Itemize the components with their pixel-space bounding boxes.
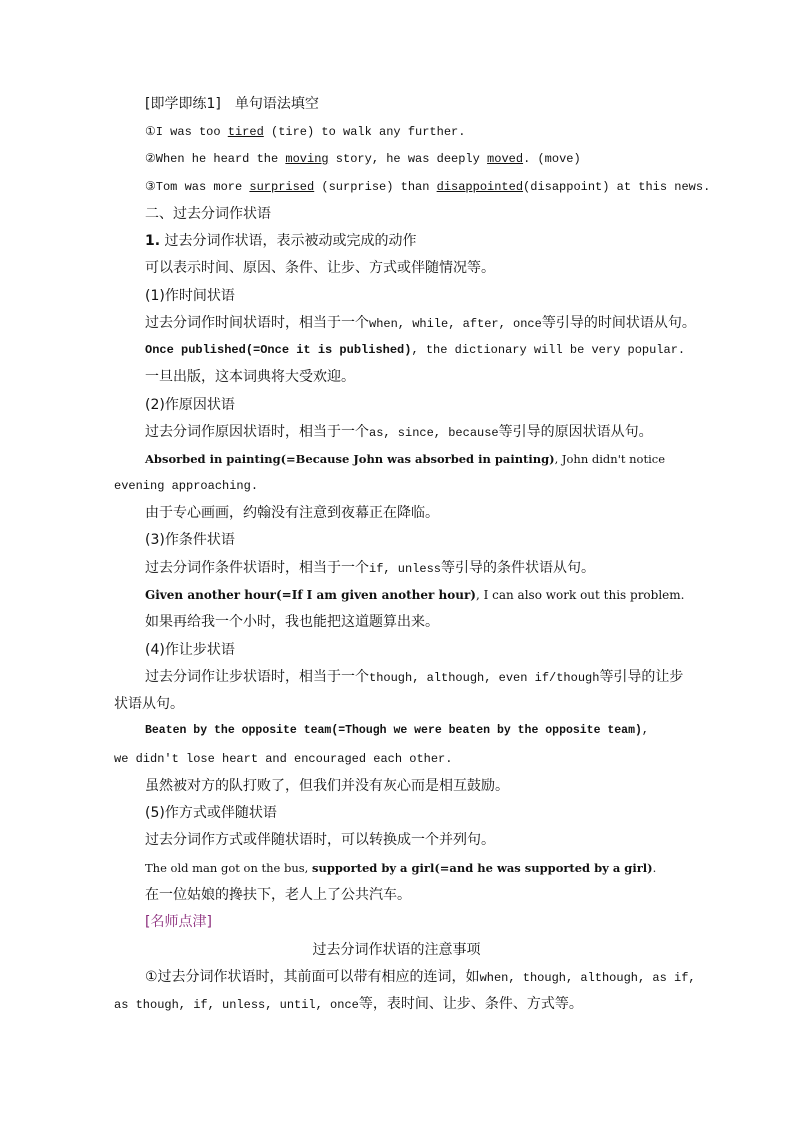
answer-blank: surprised	[249, 180, 315, 194]
exercise-item-2: ②When he heard the moving story, he was deeply moved. (move)	[145, 152, 581, 166]
rule-text-condition: 过去分词作条件状语时，相当于一个if, unless等引导的条件状语从句。	[145, 560, 596, 576]
example-sentence-condition: Given another hour(=If I am given another hour), I can also work out this problem.	[145, 588, 685, 602]
section-heading: 二、过去分词作状语	[145, 206, 271, 222]
teacher-note-paragraph-1-cont: as though, if, unless, until, once等，表时间、让步、条件、方式等。	[114, 996, 583, 1012]
rule-text-concession: 过去分词作让步状语时，相当于一个though, although, even if/though等引导的让步	[145, 669, 684, 685]
exercise-item-1: ①I was too tired (tire) to walk any further.	[145, 125, 466, 139]
intro-text: 可以表示时间、原因、条件、让步、方式或伴随情况等。	[145, 260, 495, 276]
example-sentence-concession-cont: we didn't lose heart and encouraged each other.	[114, 752, 453, 766]
exercise-title-text: 单句语法填空	[234, 96, 319, 112]
example-sentence-manner: The old man got on the bus, supported by a girl(=and he was supported by a girl).	[145, 861, 657, 875]
answer-blank: disappointed	[436, 180, 524, 194]
rule-text-time: 过去分词作时间状语时，相当于一个when, while, after, once等引导的时间状语从句。	[145, 315, 696, 331]
answer-blank: moved	[487, 152, 524, 166]
translation-reason: 由于专心画画，约翰没有注意到夜幕正在降临。	[145, 505, 439, 521]
translation-concession: 虽然被对方的队打败了，但我们并没有灰心而是相互鼓励。	[145, 778, 509, 794]
teacher-note-title: 过去分词作状语的注意事项	[312, 942, 481, 958]
answer-blank: moving	[285, 152, 329, 166]
example-sentence-reason: Absorbed in painting(=Because John was absorbed in painting), John didn't notice	[145, 452, 666, 466]
teacher-note-label: [名师点津]	[145, 914, 212, 930]
example-sentence-time: Once published(=Once it is published), the dictionary will be very popular.	[145, 343, 686, 357]
exercise-title	[145, 94, 725, 114]
translation-time: 一旦出版，这本词典将大受欢迎。	[145, 369, 355, 385]
teacher-note-paragraph-1: ①过去分词作状语时，其前面可以带有相应的连词，如when, though, although, as if,	[145, 969, 696, 985]
subsection-heading-time: (1)作时间状语	[145, 288, 235, 304]
translation-condition: 如果再给我一个小时，我也能把这道题算出来。	[145, 614, 439, 630]
exercise-item-3: ③Tom was more surprised (surprise) than disappointed(disappoint) at this news.	[145, 180, 711, 194]
translation-manner: 在一位姑娘的搀扶下，老人上了公共汽车。	[145, 887, 411, 903]
answer-blank: tired	[227, 125, 264, 139]
subsection-heading-manner: (5)作方式或伴随状语	[145, 805, 277, 821]
subsection-heading-condition: (3)作条件状语	[145, 532, 235, 548]
example-sentence-reason-cont: evening approaching.	[114, 479, 259, 493]
exercise-label: [即学即练1]	[145, 96, 221, 112]
subsection-heading-concession: (4)作让步状语	[145, 642, 235, 658]
rule-text-concession-cont: 状语从句。	[114, 696, 184, 712]
point-heading: 1. 过去分词作状语，表示被动或完成的动作	[145, 233, 417, 249]
subsection-heading-reason: (2)作原因状语	[145, 397, 235, 413]
rule-text-reason: 过去分词作原因状语时，相当于一个as, since, because等引导的原因状语从句。	[145, 424, 653, 440]
example-sentence-concession: Beaten by the opposite team(=Though we were beaten by the opposite team),	[145, 724, 649, 737]
rule-text-manner: 过去分词作方式或伴随状语时，可以转换成一个并列句。	[145, 832, 495, 848]
